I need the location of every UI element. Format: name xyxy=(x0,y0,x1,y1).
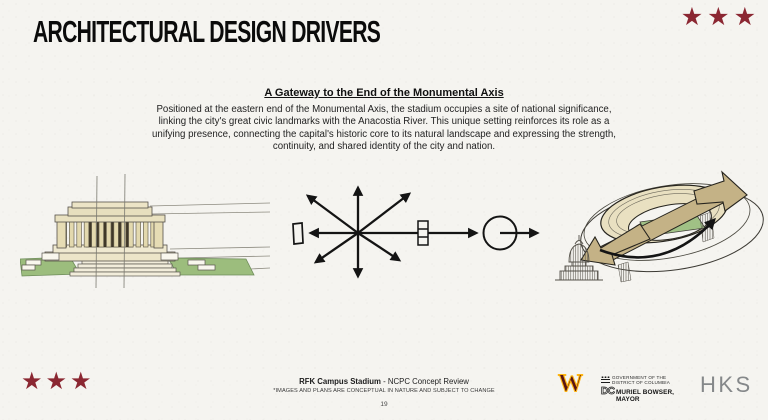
commanders-logo: W xyxy=(558,370,581,397)
dc-gov-line1: GOVERNMENT OF THE xyxy=(612,375,667,380)
dc-government-logo xyxy=(601,375,693,403)
page-title: ARCHITECTURAL DESIGN DRIVERS xyxy=(33,14,381,49)
dc-abbrev: DC xyxy=(601,386,615,397)
three-stars-icon: ★★★ xyxy=(680,3,760,31)
body-paragraph: Positioned at the eastern end of the Monumental Axis, the stadium occupies a site of national significance, linking the city's great civic landmarks with the Anacostia River. This unique setting reinforces its role as a unifying presence, connecting the capital's historic core to its natural landscape and expressing the strength, continuity, and shared identity of the city and nation. xyxy=(152,104,616,152)
dc-gov-line2: DISTRICT OF COLUMBIA xyxy=(612,380,671,385)
hks-logo: HKS xyxy=(700,372,753,397)
lincoln-memorial-sketch-icon xyxy=(20,162,270,297)
dc-flag-icon xyxy=(601,376,610,383)
section-heading: A Gateway to the End of the Monumental Axis xyxy=(264,87,504,99)
footer-disclaimer: *IMAGES AND PLANS ARE CONCEPTUAL IN NATURE AND SUBJECT TO CHANGE xyxy=(273,388,495,394)
dc-mayor-name: MURIEL BOWSER, MAYOR xyxy=(615,389,675,403)
stadium-bowl-sketch-icon xyxy=(548,158,768,306)
footer-caption xyxy=(234,377,534,408)
page-number: 19 xyxy=(380,401,388,408)
three-stars-icon: ★★★ xyxy=(21,368,95,395)
footer-review-label: - NCPC Concept Review xyxy=(380,377,469,386)
footer-project-line xyxy=(234,377,534,386)
monumental-axis-diagram-icon xyxy=(285,170,547,300)
footer-project-name: RFK Campus Stadium xyxy=(299,377,381,386)
